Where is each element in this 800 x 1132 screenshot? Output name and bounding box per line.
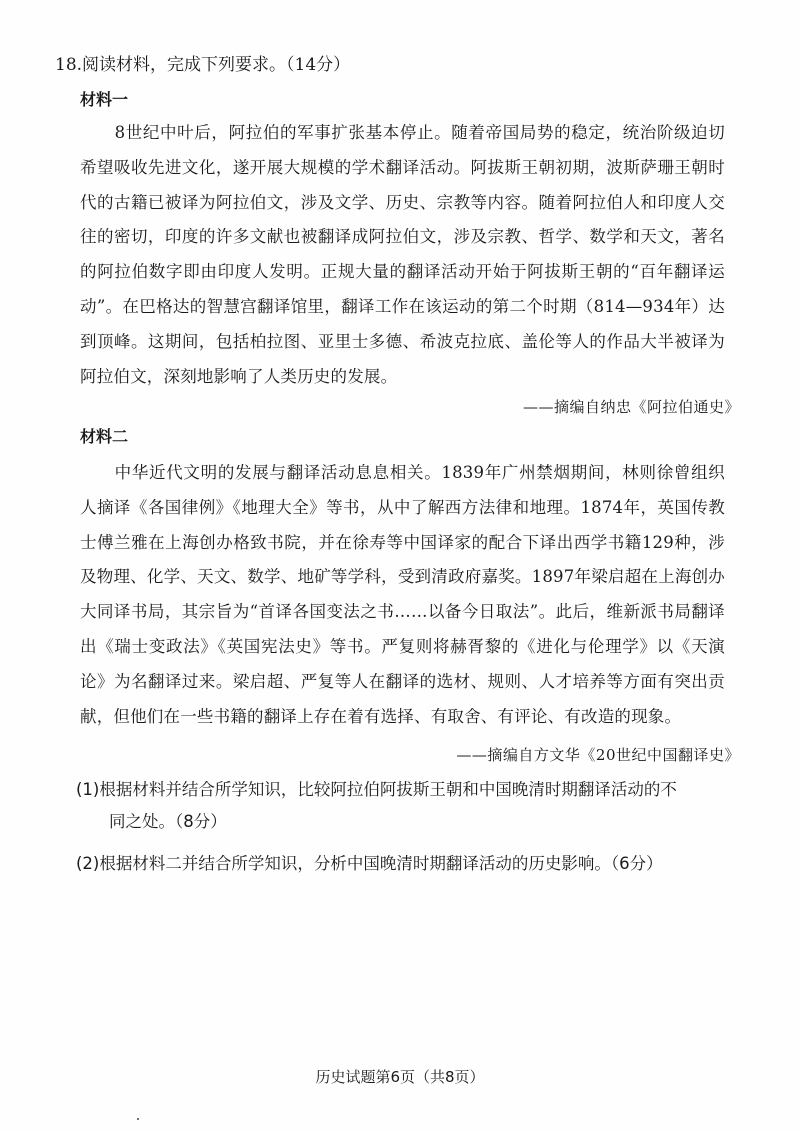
page-footer: 历史试题第6页（共8页）: [315, 1068, 485, 1086]
question-title: 18.阅读材料，完成下列要求。（14分）: [55, 55, 351, 75]
subquestion-1-line2: 同之处。（8分）: [109, 812, 227, 831]
material2-text: 中华近代文明的发展与翻译活动息息相关。1839年广州禁烟期间，林则徐曾组织人摘译《各国律例》《地理大全》等书，从中了解西方法律和地理。1874年，英国传教士傅兰雅在上海创办格致书院，并在徐寿等中国译家的配合下译出西学书籍129种，涉及物理、化学、天文、数学、地矿等学科，受到清政府嘉奖。1897年梁启超在上海创办大同译书局，其宗旨为“首译各国变法之书……以备今日取法”。此后，维新派书局翻译出《瑞士变政法》《英国宪法史》等书。严复则将赫胥黎的《进化与伦理学》以《天演论》为名翻译过来。梁启超、严复等人在翻译的选材、规则、人才培养等方面有突出贡献，但他们在一些书籍的翻译上存在着有选择、有取舍、有评论、有改造的现象。: [80, 463, 725, 726]
material1-heading: 材料一: [80, 90, 129, 109]
material2-source: ——摘编自方文华《20世纪中国翻译史》: [456, 746, 740, 764]
material1-text: 8世纪中叶后，阿拉伯的军事扩张基本停止。随着帝国局势的稳定，统治阶级迫切希望吸收先进文化，遂开展大规模的学术翻译活动。阿拔斯王朝初期，波斯萨珊王朝时代的古籍已被译为阿拉伯文，涉及文学、历史、宗教等内容。随着阿拉伯人和印度人交往的密切，印度的许多文献也被翻译成阿拉伯文，涉及宗教、哲学、数学和天文，著名的阿拉伯数字即由印度人发明。正规大量的翻译活动开始于阿拔斯王朝的“百年翻译运动”。在巴格达的智慧宫翻译馆里，翻译工作在该运动的第二个时期（814—934年）达到顶峰。这期间，包括柏拉图、亚里士多德、希波克拉底、盖伦等人的作品大半被译为阿拉伯文，深刻地影响了人类历史的发展。: [80, 123, 725, 386]
subquestion-2: (2)根据材料二并结合所学知识，分析中国晚清时期翻译活动的历史影响。（6分）: [76, 854, 663, 873]
subquestion-1-line1: (1)根据材料并结合所学知识，比较阿拉伯阿拔斯王朝和中国晚清时期翻译活动的不: [76, 780, 677, 799]
material2-heading: 材料二: [80, 427, 129, 446]
material1-source: ——摘编自纳忠《阿拉伯通史》: [522, 398, 740, 416]
subquestion-1: [76, 774, 731, 838]
scan-speck: [137, 1118, 139, 1120]
